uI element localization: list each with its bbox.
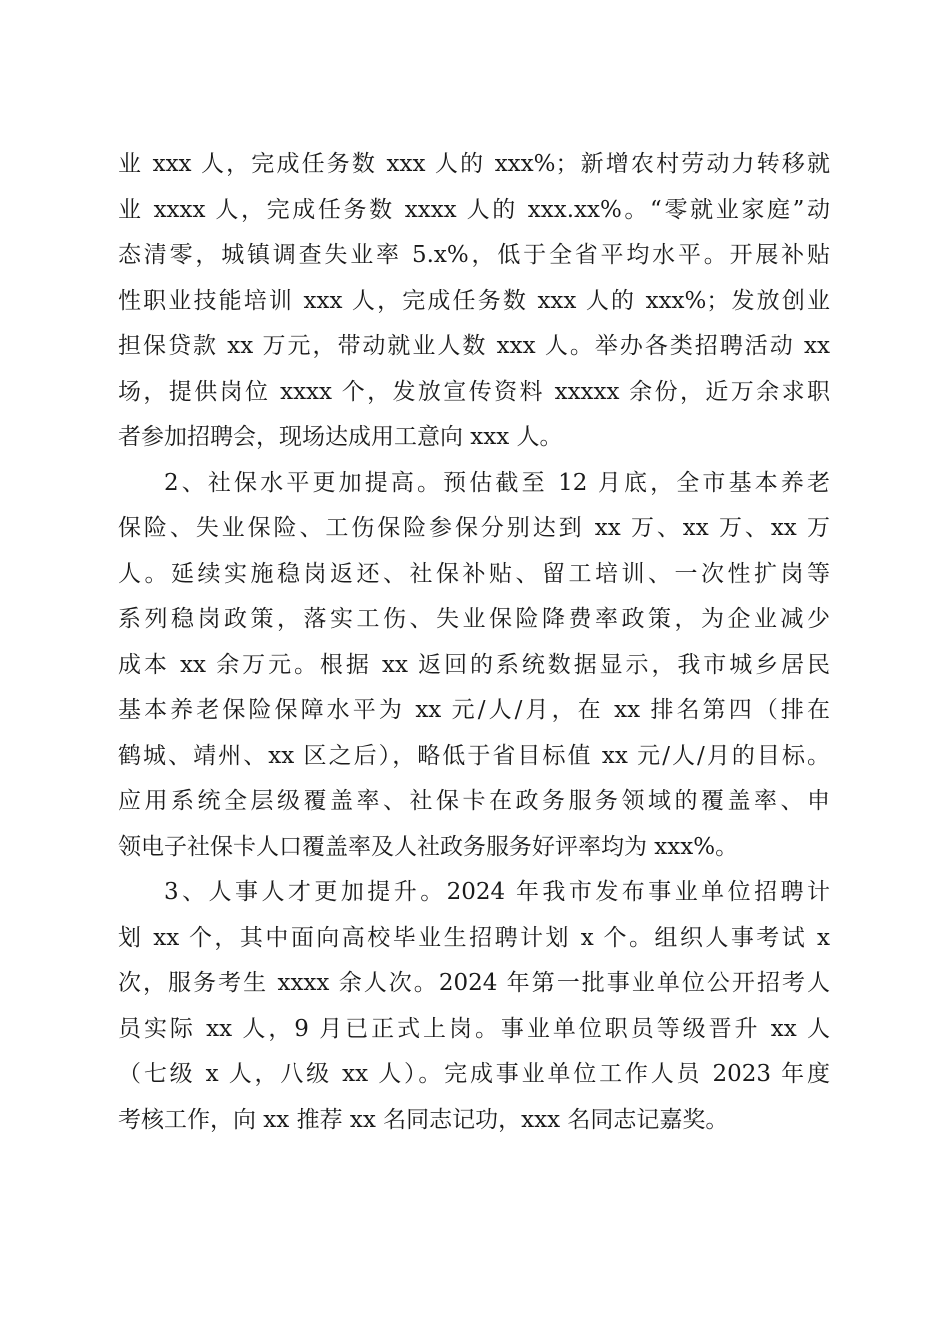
text-line: 3、人事人才更加提升。2024 年我市发布事业单位招聘计 <box>164 879 830 905</box>
text-line: 态清零，城镇调查失业率 5.x%，低于全省平均水平。开展补贴 <box>118 242 830 268</box>
text-line: 2、社保水平更加提高。预估截至 12 月底，全市基本养老 <box>164 469 830 496</box>
text-line: （七级 x 人，八级 xx 人）。完成事业单位工作人员 2023 年度 <box>118 1061 830 1087</box>
text-line: 次，服务考生 xxxx 余人次。2024 年第一批事业单位公开招考人 <box>118 970 830 996</box>
text-line: 员实际 xx 人，9 月已正式上岗。事业单位职员等级晋升 xx 人 <box>118 1015 830 1042</box>
text-line: 场，提供岗位 xxxx 个，发放宣传资料 xxxxx 余份，近万余求职 <box>118 378 830 405</box>
text-line: 保险、失业保险、工伤保险参保分别达到 xx 万、xx 万、xx 万 <box>118 515 830 541</box>
text-line: 业 xxx 人，完成任务数 xxx 人的 xxx%；新增农村劳动力转移就 <box>118 151 830 177</box>
text-line: 成本 xx 余万元。根据 xx 返回的系统数据显示，我市城乡居民 <box>118 651 830 678</box>
paragraph-employment <box>118 142 830 461</box>
text-line: 考核工作，向 xx 推荐 xx 名同志记功，xxx 名同志记嘉奖。 <box>118 1106 729 1133</box>
paragraph-social-security <box>118 461 830 871</box>
text-line: 者参加招聘会，现场达成用工意向 xxx 人。 <box>118 424 563 450</box>
paragraph-personnel <box>118 870 830 1143</box>
text-line: 系列稳岗政策，落实工伤、失业保险降费率政策，为企业减少 <box>118 606 830 632</box>
text-line: 应用系统全层级覆盖率、社保卡在政务服务领域的覆盖率、申 <box>118 788 830 814</box>
text-line: 业 xxxx 人，完成任务数 xxxx 人的 xxx.xx%。“零就业家庭”动 <box>118 196 830 223</box>
text-line: 人。延续实施稳岗返还、社保补贴、留工培训、一次性扩岗等 <box>118 560 830 587</box>
text-line: 担保贷款 xx 万元，带动就业人数 xxx 人。举办各类招聘活动 xx <box>118 333 830 359</box>
text-line: 划 xx 个，其中面向高校毕业生招聘计划 x 个。组织人事考试 x <box>118 924 830 951</box>
text-line: 领电子社保卡人口覆盖率及人社政务服务好评率均为 xxx%。 <box>118 833 739 860</box>
text-line: 鹤城、靖州、xx 区之后），略低于省目标值 xx 元/人/月的目标。 <box>118 742 830 769</box>
document-body <box>118 142 830 1143</box>
text-line: 基本养老保险保障水平为 xx 元/人/月，在 xx 排名第四（排在 <box>118 697 830 723</box>
text-line: 性职业技能培训 xxx 人，完成任务数 xxx 人的 xxx%；发放创业 <box>118 287 830 314</box>
